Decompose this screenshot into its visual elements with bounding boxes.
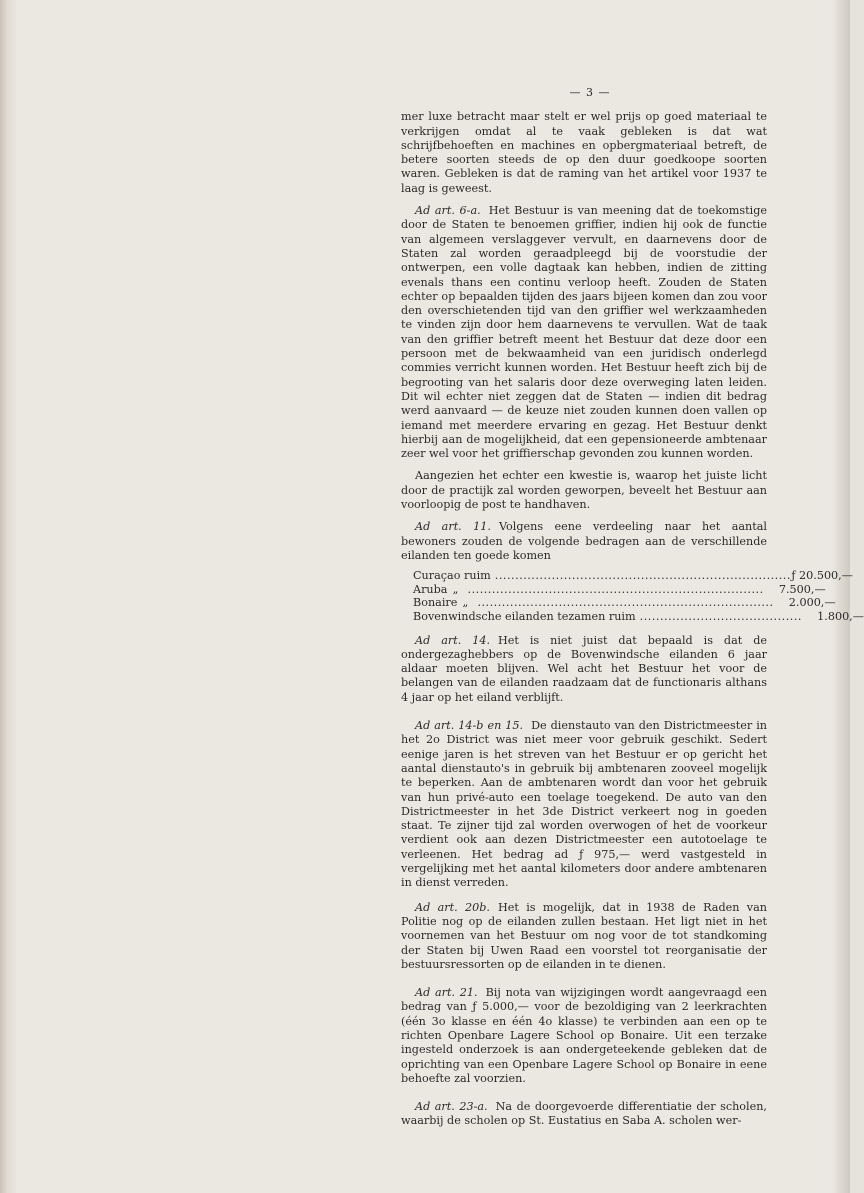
allocation-row bbox=[413, 582, 826, 597]
paragraph-art-20b bbox=[401, 901, 767, 972]
article-reference: Ad art. 14-b en 15. bbox=[415, 719, 524, 733]
paragraph-art-11 bbox=[401, 520, 767, 563]
article-reference: Ad art. 6-a. bbox=[415, 204, 481, 218]
paragraph-text: Volgens eene verdeeling naar het aantal bewoners zouden de volgende bedragen aan de verschillende eilanden ten goede komen bbox=[401, 520, 767, 562]
paragraph-art-14b-15 bbox=[401, 719, 767, 891]
dot-leader: ......................................................................... bbox=[463, 582, 764, 596]
currency-symbol: ƒ bbox=[791, 569, 796, 583]
page-right-edge bbox=[834, 0, 850, 1193]
allocation-amount: ƒ 20.500,— bbox=[791, 569, 853, 583]
paragraph-art-23a bbox=[401, 1100, 767, 1129]
article-reference: Ad art. 11. bbox=[415, 520, 491, 534]
dot-leader: ......................................................................... bbox=[490, 569, 791, 583]
page-number: — 3 — bbox=[569, 86, 611, 99]
allocation-amount: 1.800,— bbox=[817, 609, 864, 623]
article-reference: Ad art. 23-a. bbox=[415, 1100, 488, 1114]
allocation-row bbox=[413, 569, 853, 583]
text-column bbox=[401, 86, 864, 1137]
paragraph-art-6a bbox=[401, 204, 767, 461]
allocation-row bbox=[413, 609, 864, 624]
paragraph-text: Het is niet juist dat bepaald is dat de ondergezaghebbers op de Bovenwindsche eilanden 6 jaar aldaar moeten blijven. Wel acht het Bestuur het voor de belangen van de eilanden raadzaam dat de functionaris althans 4 jaar op het eiland verblijft. bbox=[401, 633, 767, 704]
allocation-list bbox=[413, 569, 864, 623]
paragraph-text: Het Bestuur is van meening dat de toekomstige door de Staten te benoemen griffier, indien hij ook de functie van algemeen verslaggever vervult, en daarnevens door de Staten zal worden geraadpleegd bij de voorstudie der ontwerpen, een volle dagtaak kan hebben, indien de zitting evenals thans een continu verloop heeft. Zouden de Staten echter op bepaalden tijden des jaars bijeen komen dan zou voor den overschietenden tijd van den griffier wel werkzaamheden te vinden zijn door hem daarnevens te vervullen. Wat de taak van den griffier betreft meent het Bestuur dat deze door een persoon met de bekwaamheid van een juridisch onderlegd commies verricht kunnen worden. Het Bestuur heeft zich bij de begrooting van het salaris door deze overweging laten leiden. Dit wil echter niet zeggen dat de Staten — indien dit bedrag werd aanvaard — de keuze niet zouden kunnen doen vallen op iemand met meerdere ervaring en gezag. Het Bestuur denkt hierbij aan de mogelijkheid, dat een gepensioneerde ambtenaar zeer wel voor het griffierschap gevonden zou kunnen worden. bbox=[401, 204, 767, 461]
allocation-amount: 7.500,— bbox=[778, 582, 826, 596]
dot-leader: ......................................................................... bbox=[473, 596, 774, 610]
allocation-amount: 2.000,— bbox=[788, 596, 836, 610]
article-reference: Ad art. 20b. bbox=[415, 900, 490, 914]
paragraph-text: Het is mogelijk, dat in 1938 de Raden van Politie nog op de eilanden zullen bestaan. Het ligt niet in het voornemen van het Bestuur om nog voor de tot standkoming der Staten bij Uwen Raad een voorstel tot reorganisatie der bestuursressorten op de eilanden in te dienen. bbox=[401, 900, 767, 971]
ditto-mark: „ bbox=[462, 596, 469, 610]
allocation-row bbox=[413, 596, 836, 610]
page-left-edge bbox=[0, 0, 8, 1193]
dot-leader: ........................................ bbox=[635, 609, 802, 623]
island-name: Aruba bbox=[413, 582, 448, 596]
paragraph-practice: Aangezien het echter een kwestie is, waarop het juiste licht door de practijk zal worden geworpen, beveelt het Bestuur aan voorloopig de post te handhaven. bbox=[401, 469, 767, 512]
paragraph-text: Bij nota van wijzigingen wordt aangevraagd een bedrag van ƒ 5.000,— voor de bezoldiging van 2 leerkrachten (één 3o klasse en één 4o klasse) te verbinden aan een op te richten Openbare Lagere School op Bonaire. Uit een terzake ingesteld onderzoek is aan ondergeteekende gebleken dat de oprichting van een Openbare Lagere School op Bonaire in eene behoefte zal voorzien. bbox=[401, 986, 768, 1085]
island-name: Curaçao ruim bbox=[413, 569, 491, 583]
article-reference: Ad art. 21. bbox=[415, 986, 478, 1000]
paragraph-continuation: mer luxe betracht maar stelt er wel prijs op goed materiaal te verkrijgen omdat al te vaak gebleken is dat wat schrijfbehoeften en machines en opbergmateriaal betreft, de betere soorten steeds de op den duur goedkoope soorten waren. Gebleken is dat de raming van het artikel voor 1937 te laag is geweest. bbox=[401, 110, 767, 195]
ditto-mark: „ bbox=[452, 582, 459, 596]
article-reference: Ad art. 14. bbox=[415, 633, 491, 647]
paragraph-art-21 bbox=[401, 986, 767, 1086]
paragraph-text: Na de doorgevoerde differentiatie der scholen, waarbij de scholen op St. Eustatius en Saba A. scholen wer- bbox=[401, 1100, 767, 1128]
paragraph-text: De dienstauto van den Districtmeester in het 2o District was niet meer voor gebruik geschikt. Sedert eenige jaren is het streven van het Bestuur er op gericht het aantal dienstauto's in gebruik bij ambtenaren zooveel mogelijk te beperken. Aan de ambtenaren wordt dan voor het gebruik van hun privé-auto een toelage toegekend. De auto van den Districtmeester in het 3de District verkeert nog in goeden staat. Te zijner tijd zal worden overwogen of het de voorkeur verdient ook aan dezen Districtmeester een autotoelage te verleenen. Het bedrag ad ƒ 975,— werd vastgesteld in vergelijking met het aantal kilometers door andere ambtenaren in dienst verreden. bbox=[401, 719, 767, 890]
paragraph-art-14 bbox=[401, 634, 767, 705]
island-name: Bovenwindsche eilanden tezamen ruim bbox=[413, 609, 636, 623]
island-name: Bonaire bbox=[413, 596, 458, 610]
